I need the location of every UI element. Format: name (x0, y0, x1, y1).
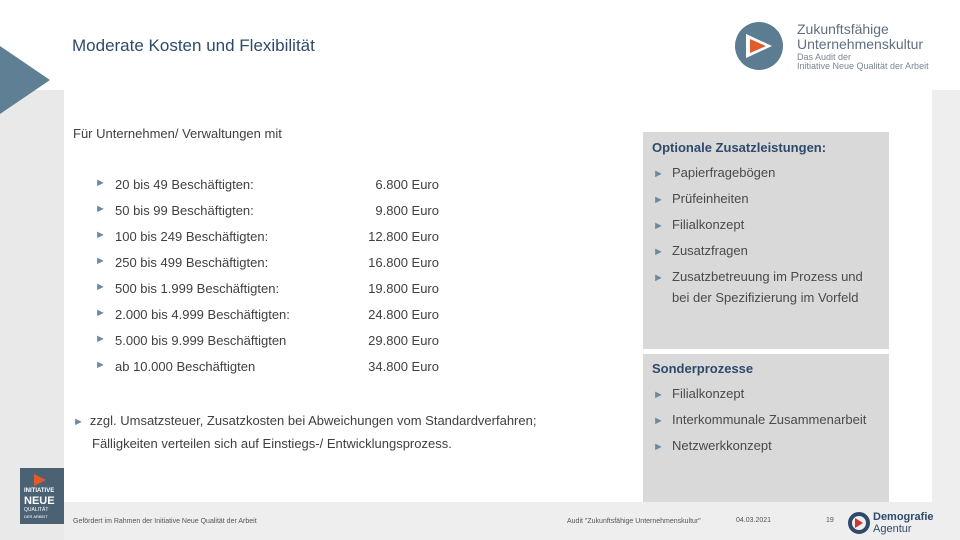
optional-item-text: Papierfragebögen (672, 165, 776, 180)
optional-item (653, 241, 888, 262)
note-line1: zzgl. Umsatzsteuer, Zusatzkosten bei Abweichungen vom Standardverfahren; (89, 413, 537, 428)
optional-item-text: Filialkonzept (672, 217, 745, 232)
optional-item (653, 163, 888, 184)
price-label: 50 bis 99 Beschäftigten: (115, 203, 254, 218)
initiative-logo-line1: INITIATIVE (24, 488, 55, 494)
demografie-logo-mark-icon (855, 518, 863, 528)
initiative-logo (20, 468, 64, 524)
optional-item-text: Prüfeinheiten (672, 191, 749, 206)
bullet-arrow-icon: ► (95, 255, 106, 267)
initiative-logo-line4: DER ARBEIT (24, 514, 48, 519)
optional-item-continuation: bei der Spezifizierung im Vorfeld (672, 290, 859, 305)
price-row (95, 307, 445, 325)
price-label: 5.000 bis 9.999 Beschäftigten (115, 333, 287, 348)
bullet-arrow-icon: ► (95, 359, 106, 371)
footer-audit-text: Audit "Zukunftsfähige Unternehmenskultur" (567, 518, 701, 525)
bullet-arrow-icon: ► (653, 168, 664, 180)
arrow-marker-icon (0, 46, 50, 114)
price-label: 2.000 bis 4.999 Beschäftigten: (115, 307, 290, 322)
bullet-arrow-icon: ► (95, 281, 106, 293)
price-amount: 29.800 Euro (368, 333, 439, 348)
price-amount: 34.800 Euro (368, 359, 439, 374)
bullet-arrow-icon: ► (653, 415, 664, 427)
note-line2: Fälligkeiten verteilen sich auf Einstiegs-/ Entwicklungsprozess. (92, 436, 452, 451)
optional-item-text: Zusatzbetreuung im Prozess und (672, 269, 863, 284)
bullet-arrow-icon: ► (95, 229, 106, 241)
price-label: 250 bis 499 Beschäftigten: (115, 255, 269, 270)
optional-item (653, 189, 888, 210)
footer-date: 04.03.2021 (736, 517, 772, 524)
price-amount: 19.800 Euro (368, 281, 439, 296)
optional-item (653, 215, 888, 236)
price-label: 500 bis 1.999 Beschäftigten: (115, 281, 280, 296)
special-process-item (653, 410, 888, 431)
bullet-arrow-icon: ► (95, 333, 106, 345)
price-amount: 6.800 Euro (375, 177, 439, 192)
demografie-brand-line1: Demografie (873, 511, 934, 523)
price-row (95, 281, 445, 299)
price-row (95, 359, 445, 377)
optional-item-text: Zusatzfragen (672, 243, 748, 258)
price-row (95, 203, 445, 221)
logo-subtitle-line1: Das Audit der (797, 52, 852, 62)
bullet-arrow-icon: ► (95, 177, 106, 189)
logo-subtitle-line2: Initiative Neue Qualität der Arbeit (797, 61, 929, 71)
price-amount: 16.800 Euro (368, 255, 439, 270)
bullet-arrow-icon: ► (653, 194, 664, 206)
price-amount: 12.800 Euro (368, 229, 439, 244)
demografie-brand-line2: Agentur (873, 523, 912, 535)
price-amount: 24.800 Euro (368, 307, 439, 322)
price-row (95, 177, 445, 195)
price-label: ab 10.000 Beschäftigten (115, 359, 256, 374)
price-amount: 9.800 Euro (375, 203, 439, 218)
price-row (95, 255, 445, 273)
initiative-logo-mark-icon (34, 474, 46, 486)
logo-title-line1: Zukunftsfähige (797, 21, 889, 37)
bullet-arrow-icon: ► (653, 389, 664, 401)
bullet-arrow-icon: ► (73, 416, 84, 428)
price-row (95, 333, 445, 351)
logo-title-line2: Unternehmenskultur (797, 36, 924, 52)
optional-item (653, 267, 888, 308)
intro-text: Für Unternehmen/ Verwaltungen mit (73, 126, 282, 141)
optional-services-title: Optionale Zusatzleistungen: (652, 140, 827, 155)
initiative-logo-line2: NEUE (24, 495, 55, 507)
bullet-arrow-icon: ► (95, 307, 106, 319)
price-row (95, 229, 445, 247)
price-label: 100 bis 249 Beschäftigten: (115, 229, 269, 244)
special-process-text: Interkommunale Zusammenarbeit (672, 412, 867, 427)
special-processes-title: Sonderprozesse (652, 361, 754, 376)
bullet-arrow-icon: ► (653, 246, 664, 258)
initiative-logo-line3: QUALITÄT (24, 507, 49, 513)
play-logo-accent-icon (750, 39, 766, 53)
price-label: 20 bis 49 Beschäftigten: (115, 177, 254, 192)
bullet-arrow-icon: ► (95, 203, 106, 215)
page-number: 19 (826, 517, 834, 524)
special-process-item (653, 436, 888, 457)
bullet-arrow-icon: ► (653, 272, 664, 284)
price-note (73, 410, 603, 454)
slide-title: Moderate Kosten und Flexibilität (72, 36, 315, 55)
special-process-item (653, 384, 888, 405)
footer-funding-text: Gefördert im Rahmen der Initiative Neue Qualität der Arbeit (73, 518, 257, 525)
demografie-logo-icon (848, 512, 870, 534)
special-process-text: Netzwerkkonzept (672, 438, 772, 453)
special-process-text: Filialkonzept (672, 386, 745, 401)
bullet-arrow-icon: ► (653, 220, 664, 232)
bullet-arrow-icon: ► (653, 441, 664, 453)
